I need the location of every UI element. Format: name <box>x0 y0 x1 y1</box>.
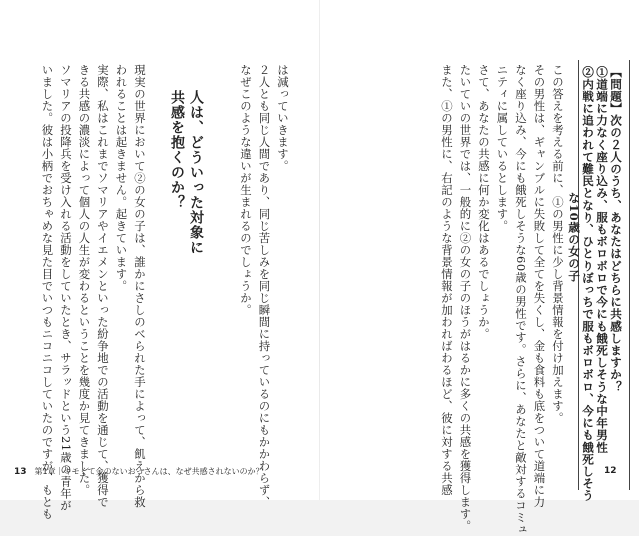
body-line: なく座り込み、今にも餓死しそうな60歳の男性です。さらに、あなたと敵対するコミュ <box>514 64 528 536</box>
body-line: われることは起きません。起きています。 <box>114 64 129 292</box>
body-line: きる共感の濃淡によって個人の人生が変わるということを幾度か見てきました。 <box>77 64 92 496</box>
question-line-1: 【問題】次の２人のうち、あなたはどちらに共感しますか？ <box>609 66 623 393</box>
body-line: さて、あなたの共感に何か変化はあるでしょうか。 <box>477 64 491 340</box>
question-line-2: ①道端に力なく座り込み、服もボロボロで今にも餓死しそうな中年男性 <box>595 66 609 454</box>
body-line: いました。彼は小柄でおちゃめな見た目でいつもニコニコしていたのですが、もとも <box>40 64 55 520</box>
question-text <box>567 66 623 502</box>
body-line: ソマリアの投降兵を受け入れる活動をしていたとき、サラッドという21歳の青年が <box>59 64 73 512</box>
right-body-text <box>438 64 568 536</box>
page-number-right: 12 <box>604 466 617 476</box>
body-line: この答えを考える前に、①の男性に少し背景情報を付け加えます。 <box>551 64 565 424</box>
chapter-running-head: 第1章｜キモくて金のないおっさんは、なぜ共感されないのか？ <box>34 467 264 476</box>
heading-line-2: 共感を抱くのか？ <box>169 90 185 210</box>
body-line: は減っていきます。 <box>276 64 290 172</box>
body-line: 現実の世界において②の女の子は、誰かにさしのべられた手によって、飢えから救 <box>133 64 147 508</box>
body-line: ２人とも同じ人間であり、同じ苦しみを同じ瞬間に持っているのにもかかわらず、 <box>257 64 272 508</box>
question-box <box>567 60 630 502</box>
body-line: その男性は、ギャンブルに失敗して全てを失くし、金も食料も底をついて道端に力 <box>532 64 547 508</box>
body-line: なぜこのような違いが生まれるのでしょうか。 <box>239 64 253 316</box>
body-line: ニティに属しているとします。 <box>495 64 510 232</box>
question-line-4: な10歳の女の子 <box>567 192 581 282</box>
section-heading <box>167 90 205 255</box>
body-line: また、①の男性に、右記のような背景情報が加わればわるほど、彼に対する共感 <box>440 64 454 496</box>
right-footer <box>604 466 617 476</box>
book-gutter <box>319 0 320 500</box>
left-top-text <box>237 64 293 508</box>
page-number-left: 13 <box>14 467 27 477</box>
left-page <box>0 0 319 520</box>
question-title: 【問題】 <box>609 66 623 115</box>
body-line: 実際、私はこれまでソマリアやイエメンといった紛争地での活動を通じて、獲得で <box>96 64 110 508</box>
question-line-3: ②内戦に追われて難民となり、ひとりぼっちで服もボロボロ、今にも餓死しそう <box>581 66 595 502</box>
left-footer <box>14 466 264 477</box>
right-page <box>320 0 639 536</box>
body-line: たいていの世界では、一般的に②の女の子のほうがはるかに多くの共感を獲得します。 <box>458 64 473 532</box>
heading-line-1: 人は、どういった対象に <box>188 90 204 255</box>
left-body-text <box>38 64 149 520</box>
